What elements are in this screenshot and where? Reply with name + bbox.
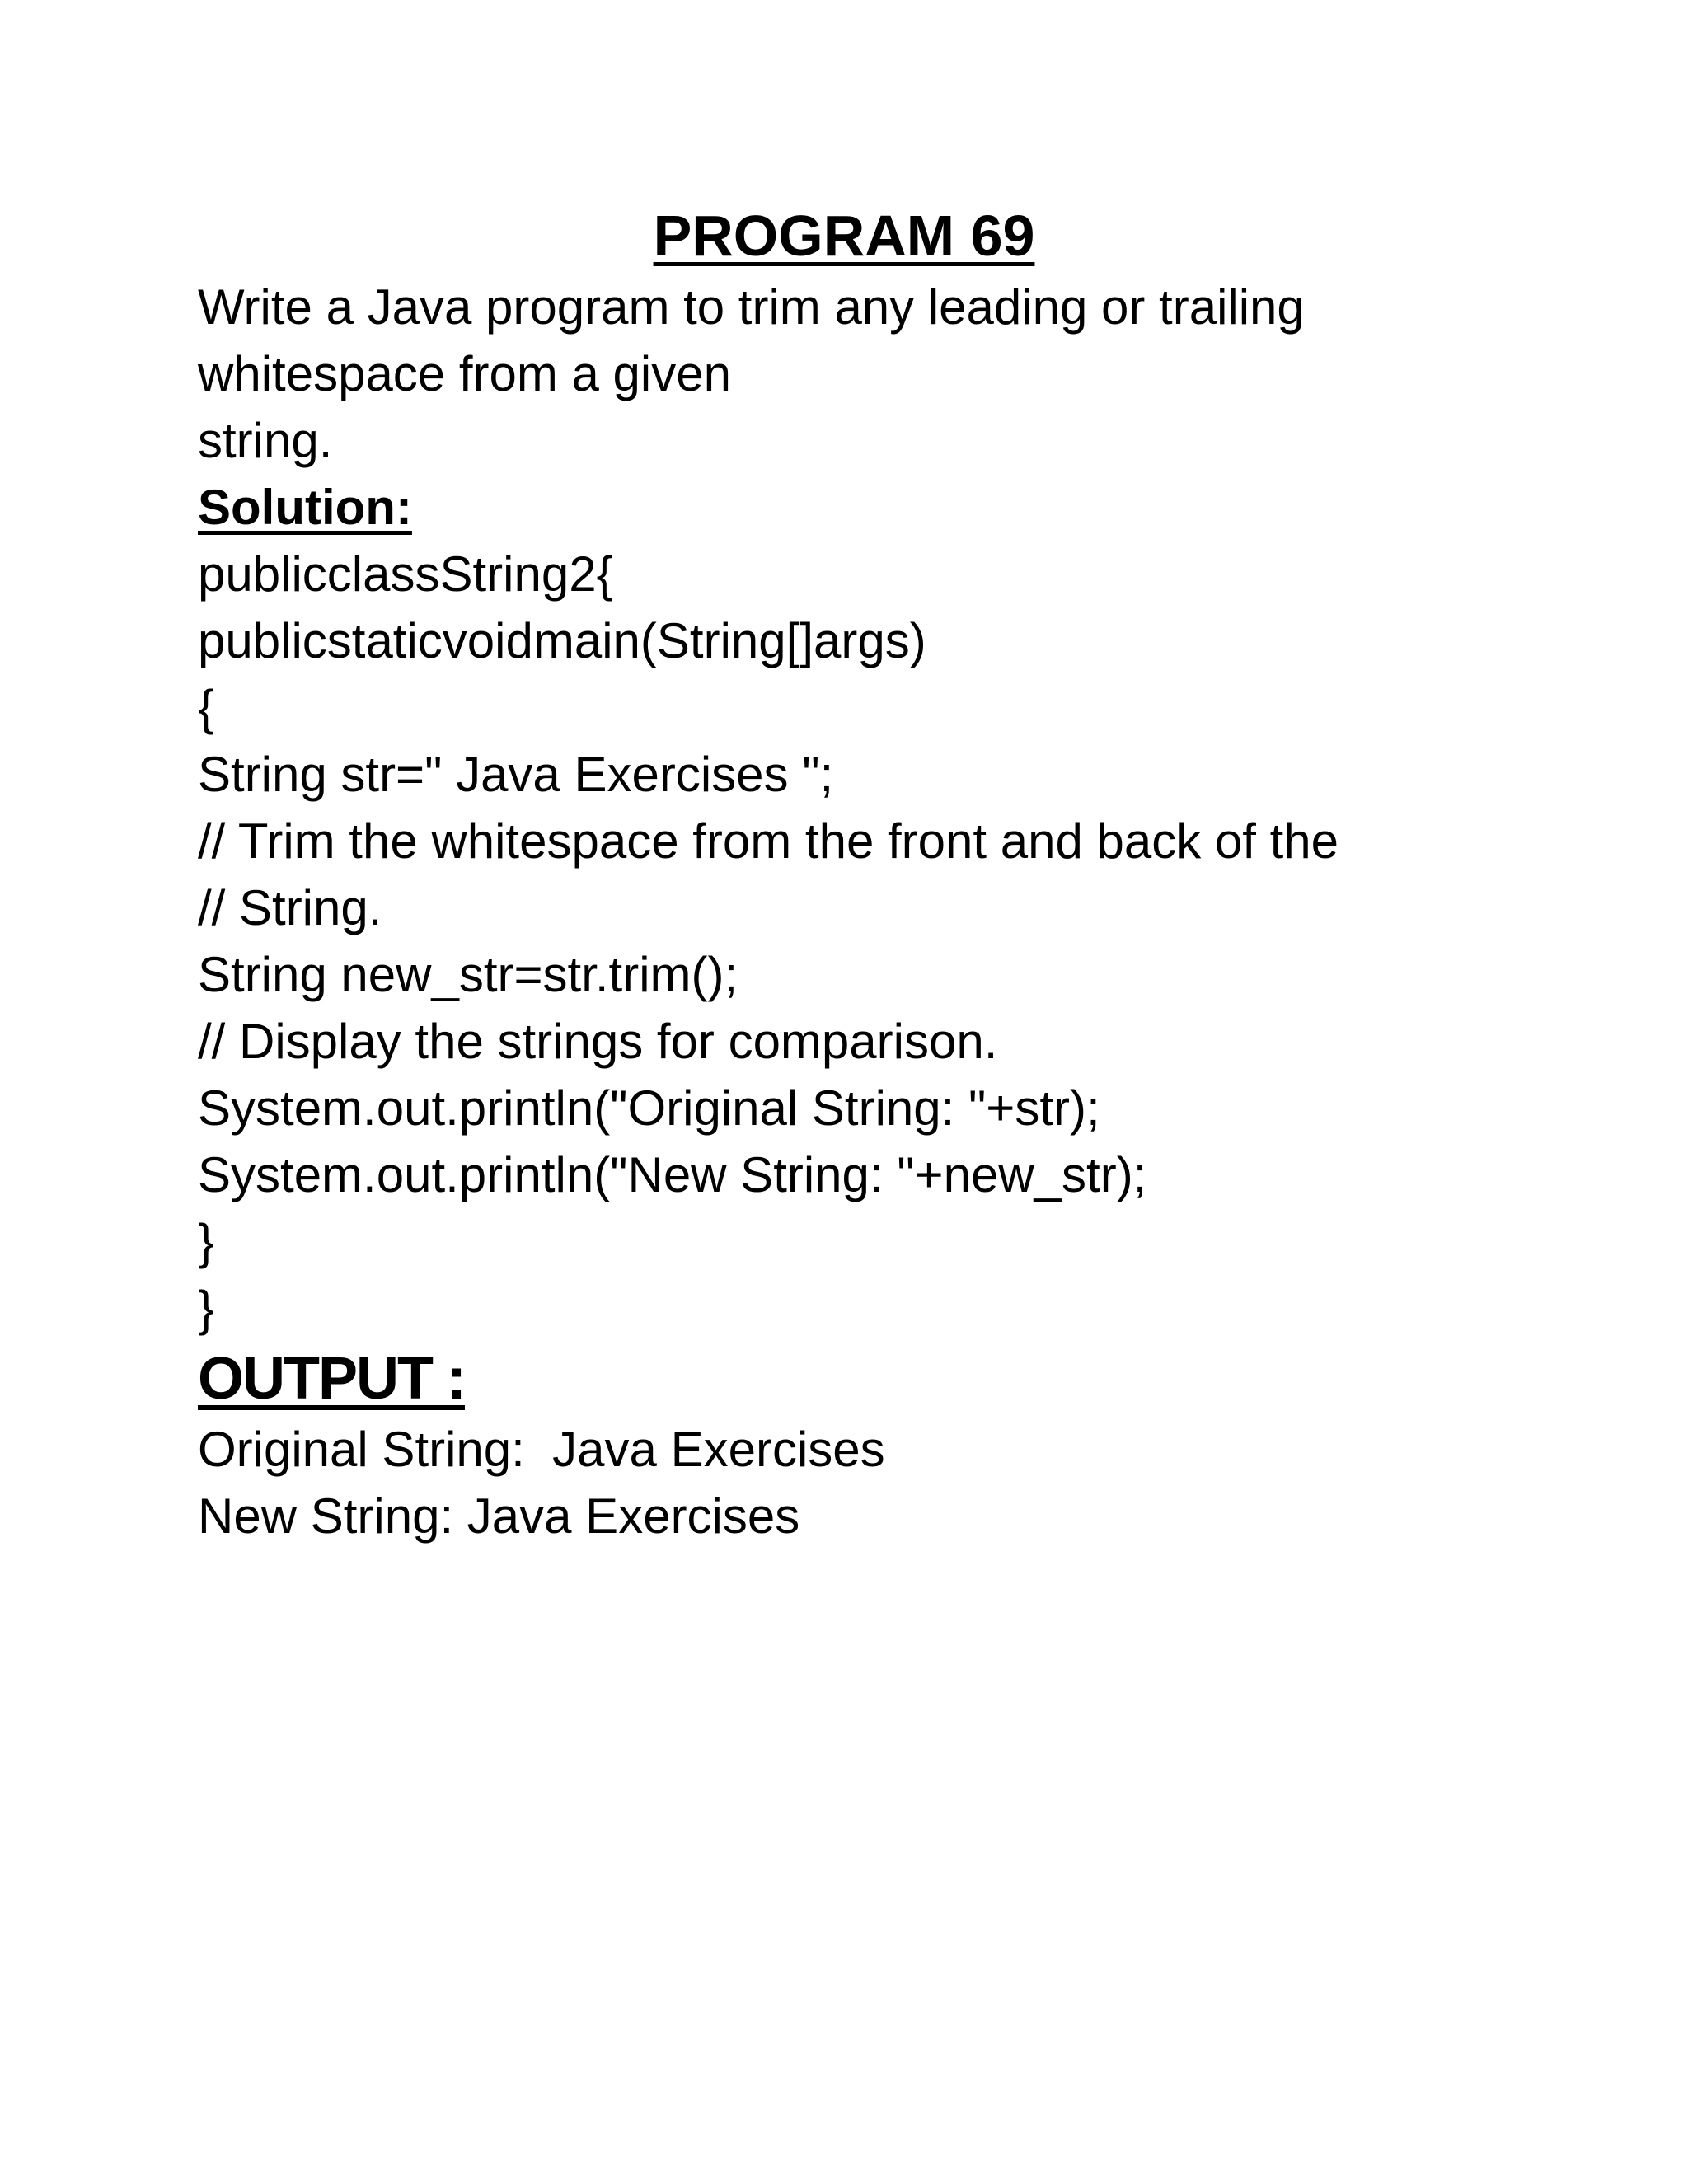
question-line: Write a Java program to trim any leading or trailing [198, 279, 1305, 335]
code-line: System.out.println("Original String: "+str); [198, 1080, 1100, 1136]
program-title [0, 198, 1688, 274]
output-heading: OUTPUT : [198, 1346, 465, 1412]
code-line: System.out.println("New String: "+new_str); [198, 1147, 1147, 1202]
solution-heading: Solution: [198, 480, 412, 535]
question-line: whitespace from a given [198, 346, 731, 401]
code-line: { [198, 680, 215, 735]
output-line: Original String: Java Exercises [198, 1422, 885, 1477]
code-line: String str=" Java Exercises "; [198, 747, 834, 802]
code-line: publicclassString2{ [198, 546, 613, 602]
document-body [198, 274, 1648, 1549]
code-comment-line: // String. [198, 880, 382, 935]
code-comment-line: // Trim the whitespace from the front and back of the [198, 813, 1339, 869]
code-line: } [198, 1214, 215, 1269]
program-title-text: PROGRAM 69 [653, 204, 1035, 268]
code-line: publicstaticvoidmain(String[]args) [198, 613, 926, 668]
output-line: New String: Java Exercises [198, 1488, 800, 1544]
code-line: String new_str=str.trim(); [198, 947, 738, 1002]
solution-heading-row [198, 474, 1648, 541]
question-line: string. [198, 413, 333, 468]
code-line: } [198, 1281, 215, 1336]
code-comment-line: // Display the strings for comparison. [198, 1014, 998, 1069]
